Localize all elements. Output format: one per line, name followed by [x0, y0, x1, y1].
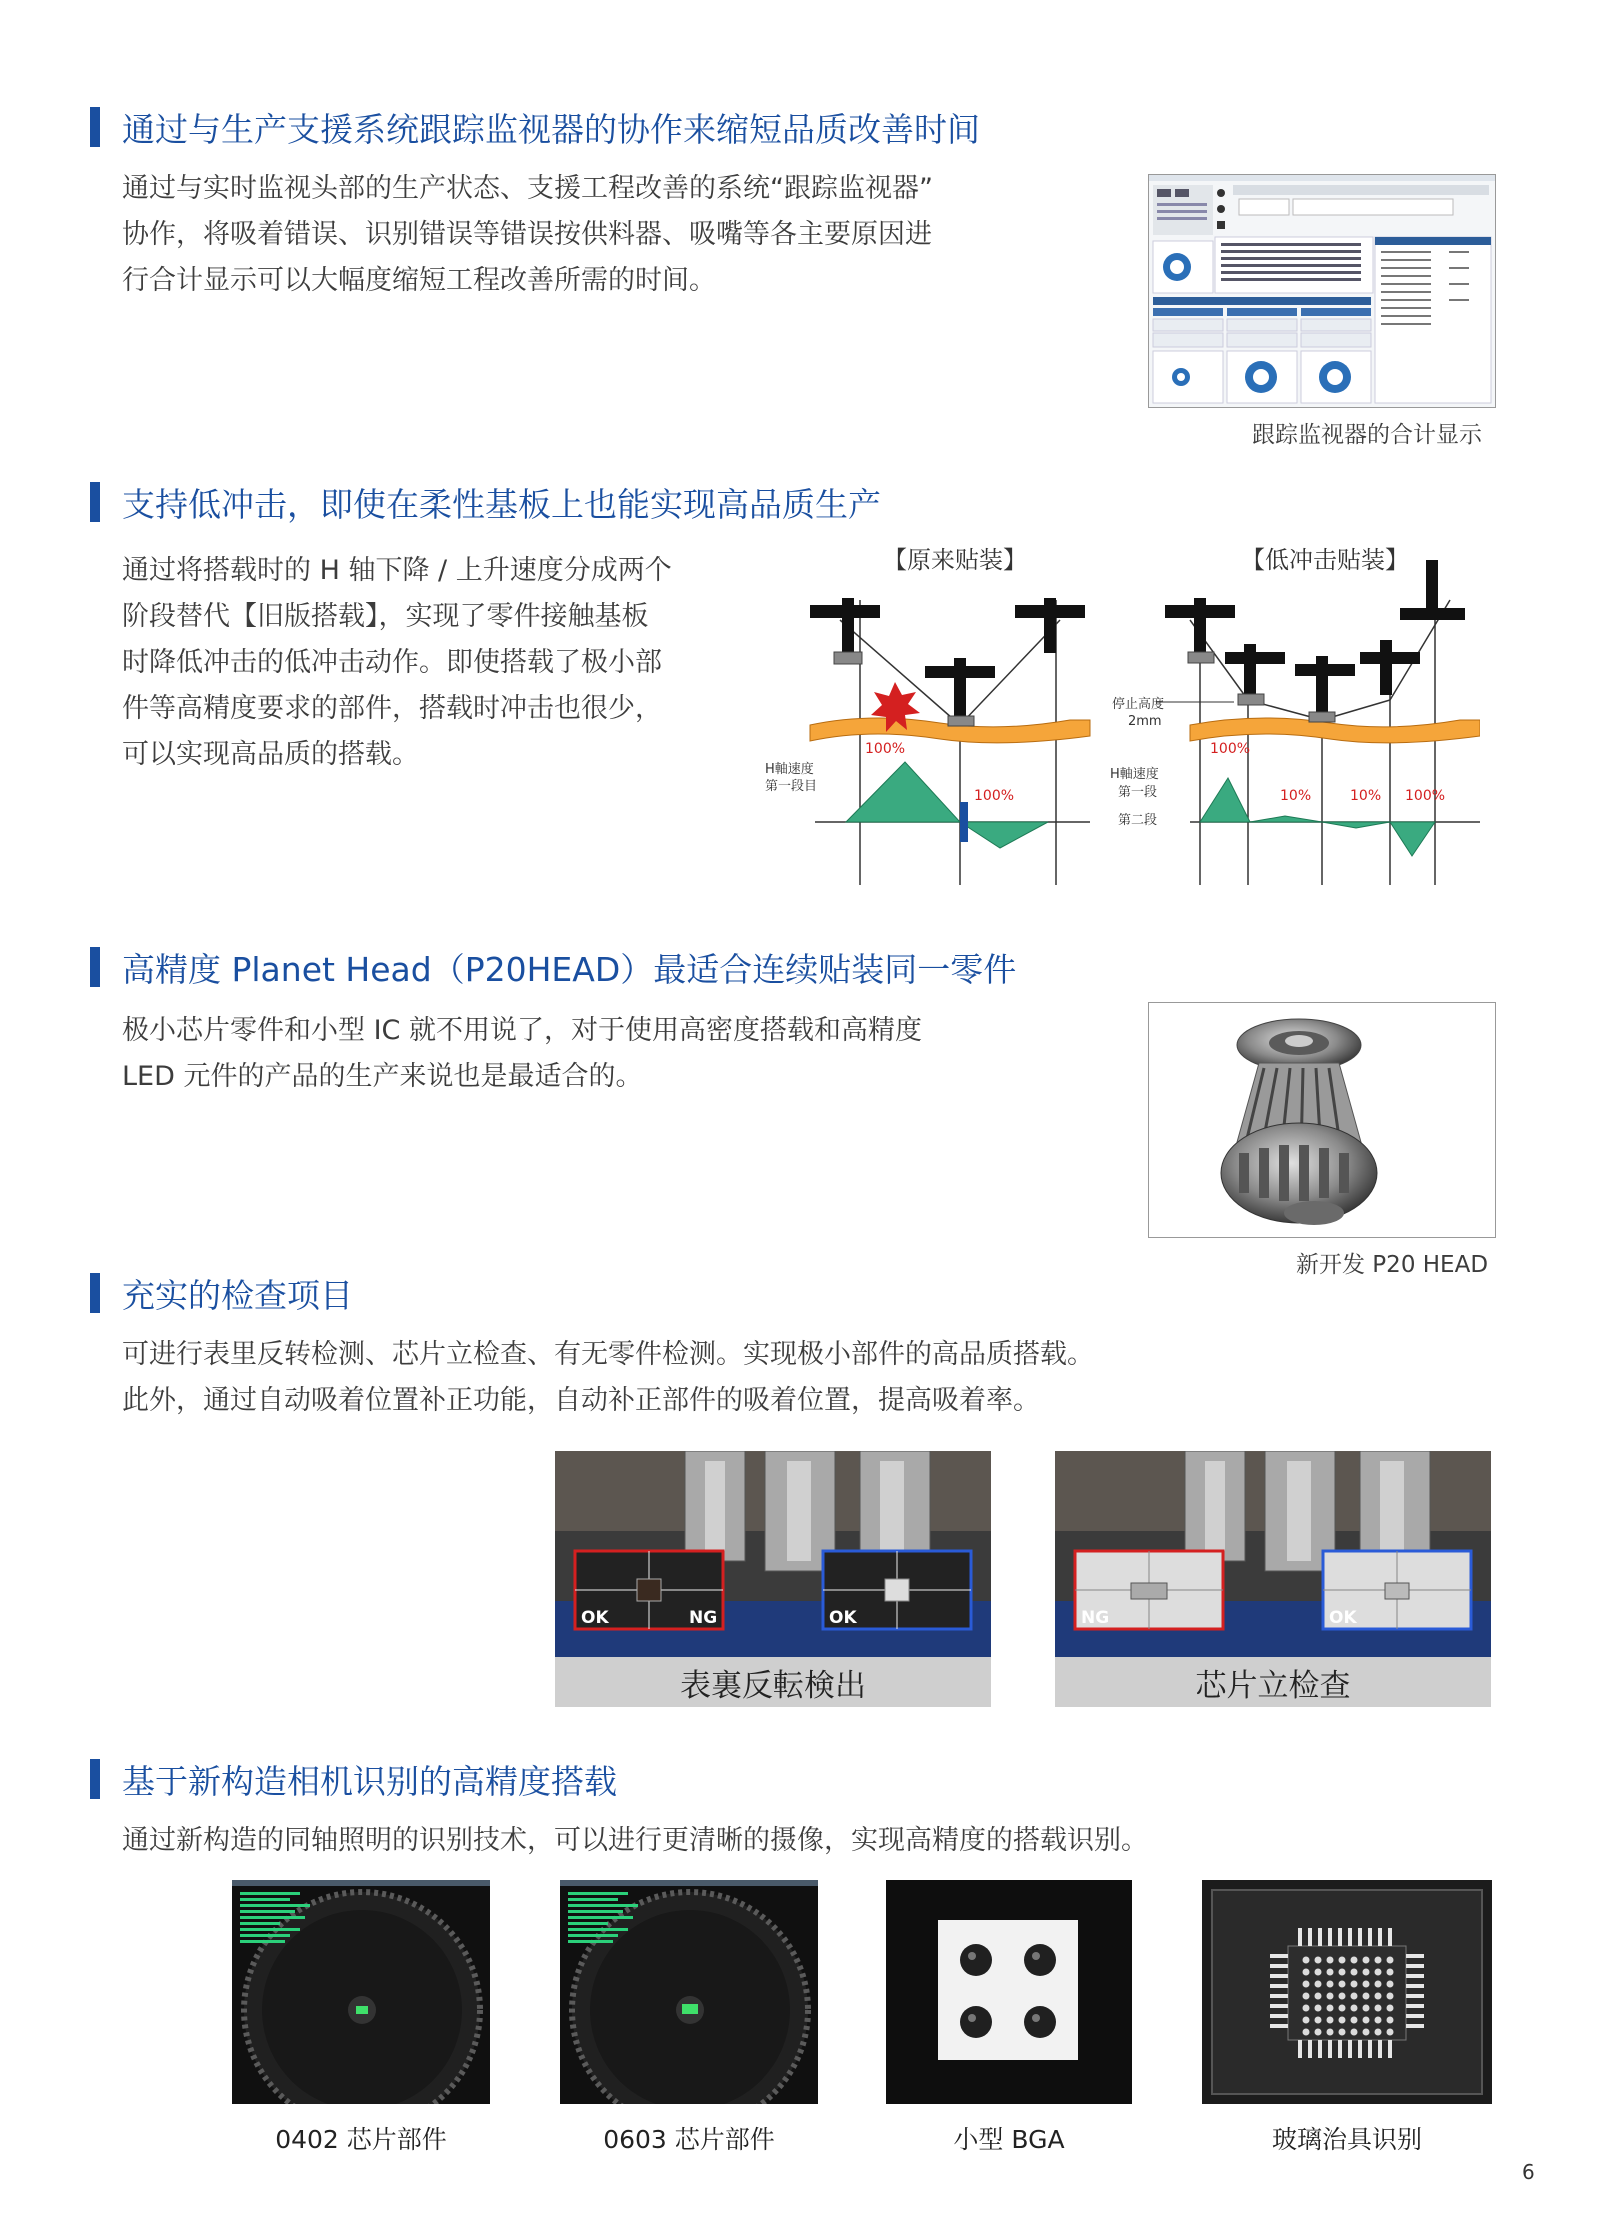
left-pct-2: 100% — [974, 788, 1015, 804]
section-text-inspection — [122, 1332, 1094, 1424]
ng-label: NG — [689, 1608, 718, 1628]
camera-caption-glass-jig: 玻璃治具识别 — [1271, 2125, 1422, 2154]
heading-bar — [90, 482, 100, 522]
section-heading-tracking — [90, 104, 980, 150]
text-line: 协作，将吸着错误、识别错误等错误按供料器、吸嘴等各主要原因进 — [122, 219, 932, 250]
section-heading-camera — [90, 1756, 617, 1802]
heading-text: 高精度 Planet Head（P20HEAD）最适合连续贴装同一零件 — [122, 949, 1017, 989]
camera-image-0603 — [560, 1880, 818, 2104]
camera-image-glass-jig — [1202, 1880, 1492, 2104]
heading-text: 充实的检查项目 — [122, 1275, 353, 1315]
ok-label: OK — [1329, 1608, 1357, 1628]
section-heading-low-impact — [90, 479, 881, 525]
right-speed-label-2: 第一段 — [1118, 785, 1158, 800]
heading-bar — [90, 947, 100, 987]
diagram-title-low-impact: 【低冲击贴装】 — [1241, 546, 1409, 574]
diagram-title-conventional: 【原来贴装】 — [883, 546, 1027, 574]
section-heading-inspection — [90, 1270, 353, 1316]
heading-bar — [90, 1273, 100, 1313]
right-pct-3: 10% — [1350, 788, 1382, 804]
low-impact-panel — [1110, 560, 1480, 885]
photo-caption-flip: 表裏反転検出 — [555, 1657, 991, 1707]
mounting-diagram — [760, 540, 1480, 890]
left-speed-label-2: 第一段目 — [765, 779, 818, 794]
section-text-tracking — [122, 166, 933, 304]
ok-label: OK — [581, 1608, 609, 1628]
heading-bar — [90, 1759, 100, 1799]
camera-caption-0603: 0603 芯片部件 — [603, 2125, 775, 2154]
text-line: 此外，通过自动吸着位置补正功能，自动补正部件的吸着位置，提高吸着率。 — [122, 1385, 1040, 1416]
right-speed-label-1: H軸速度 — [1110, 767, 1159, 782]
text-line: 极小芯片零件和小型 IC 就不用说了，对于使用高密度搭载和高精度 — [122, 1015, 922, 1046]
right-speed-label-3: 第二段 — [1118, 813, 1158, 828]
figure-caption-tracking: 跟踪监视器的合计显示 — [1252, 422, 1482, 448]
text-line: 件等高精度要求的部件，搭载时冲击也很少， — [122, 693, 662, 724]
text-line: 可进行表里反转检测、芯片立检查、有无零件检测。实现极小部件的高品质搭载。 — [122, 1339, 1094, 1370]
section-text-planet-head — [122, 1008, 922, 1100]
heading-text: 支持低冲击，即使在柔性基板上也能实现高品质生产 — [122, 484, 881, 524]
section-text-camera — [122, 1818, 1148, 1864]
ok-label: OK — [829, 1608, 857, 1628]
conventional-panel — [765, 598, 1090, 885]
left-pct-1: 100% — [865, 741, 906, 757]
right-pct-2: 10% — [1280, 788, 1312, 804]
text-line: 行合计显示可以大幅度缩短工程改善所需的时间。 — [122, 265, 716, 296]
camera-caption-bga: 小型 BGA — [953, 2125, 1065, 2154]
text-line: 通过与实时监视头部的生产状态、支援工程改善的系统“跟踪监视器” — [122, 173, 933, 204]
section-text-low-impact — [122, 548, 672, 778]
tracking-monitor-screenshot — [1148, 174, 1496, 408]
section-heading-planet-head — [90, 944, 1016, 990]
heading-text: 基于新构造相机识别的高精度搭载 — [122, 1761, 617, 1801]
tombstone-check-photo — [1055, 1451, 1491, 1707]
text-line: LED 元件的产品的生产来说也是最适合的。 — [122, 1061, 643, 1092]
photo-caption-tombstone: 芯片立检查 — [1055, 1657, 1491, 1707]
camera-caption-0402: 0402 芯片部件 — [275, 2125, 447, 2154]
stop-label-2: 2mm — [1128, 714, 1162, 729]
camera-image-bga — [886, 1880, 1132, 2104]
page-number: 6 — [1522, 2160, 1535, 2184]
heading-text: 通过与生产支援系统跟踪监视器的协作来缩短品质改善时间 — [122, 109, 980, 149]
left-speed-label-1: H軸速度 — [765, 762, 814, 777]
flip-detection-photo — [555, 1451, 991, 1707]
text-line: 通过新构造的同轴照明的识别技术，可以进行更清晰的摄像，实现高精度的搭载识别。 — [122, 1825, 1148, 1856]
heading-bar — [90, 107, 100, 147]
right-pct-1: 100% — [1210, 741, 1251, 757]
text-line: 时降低冲击的低冲击动作。即使搭载了极小部 — [122, 647, 662, 678]
figure-caption-p20: 新开发 P20 HEAD — [1296, 1252, 1489, 1278]
text-line: 可以实现高品质的搭载。 — [122, 739, 419, 770]
p20-head-image — [1148, 1002, 1496, 1238]
text-line: 通过将搭载时的 H 轴下降 / 上升速度分成两个 — [122, 555, 672, 586]
camera-image-0402 — [232, 1880, 490, 2104]
right-pct-4: 100% — [1405, 788, 1446, 804]
text-line: 阶段替代【旧版搭载】，实现了零件接触基板 — [122, 601, 649, 632]
stop-label-1: 停止高度 — [1112, 697, 1165, 712]
ng-label: NG — [1081, 1608, 1110, 1628]
